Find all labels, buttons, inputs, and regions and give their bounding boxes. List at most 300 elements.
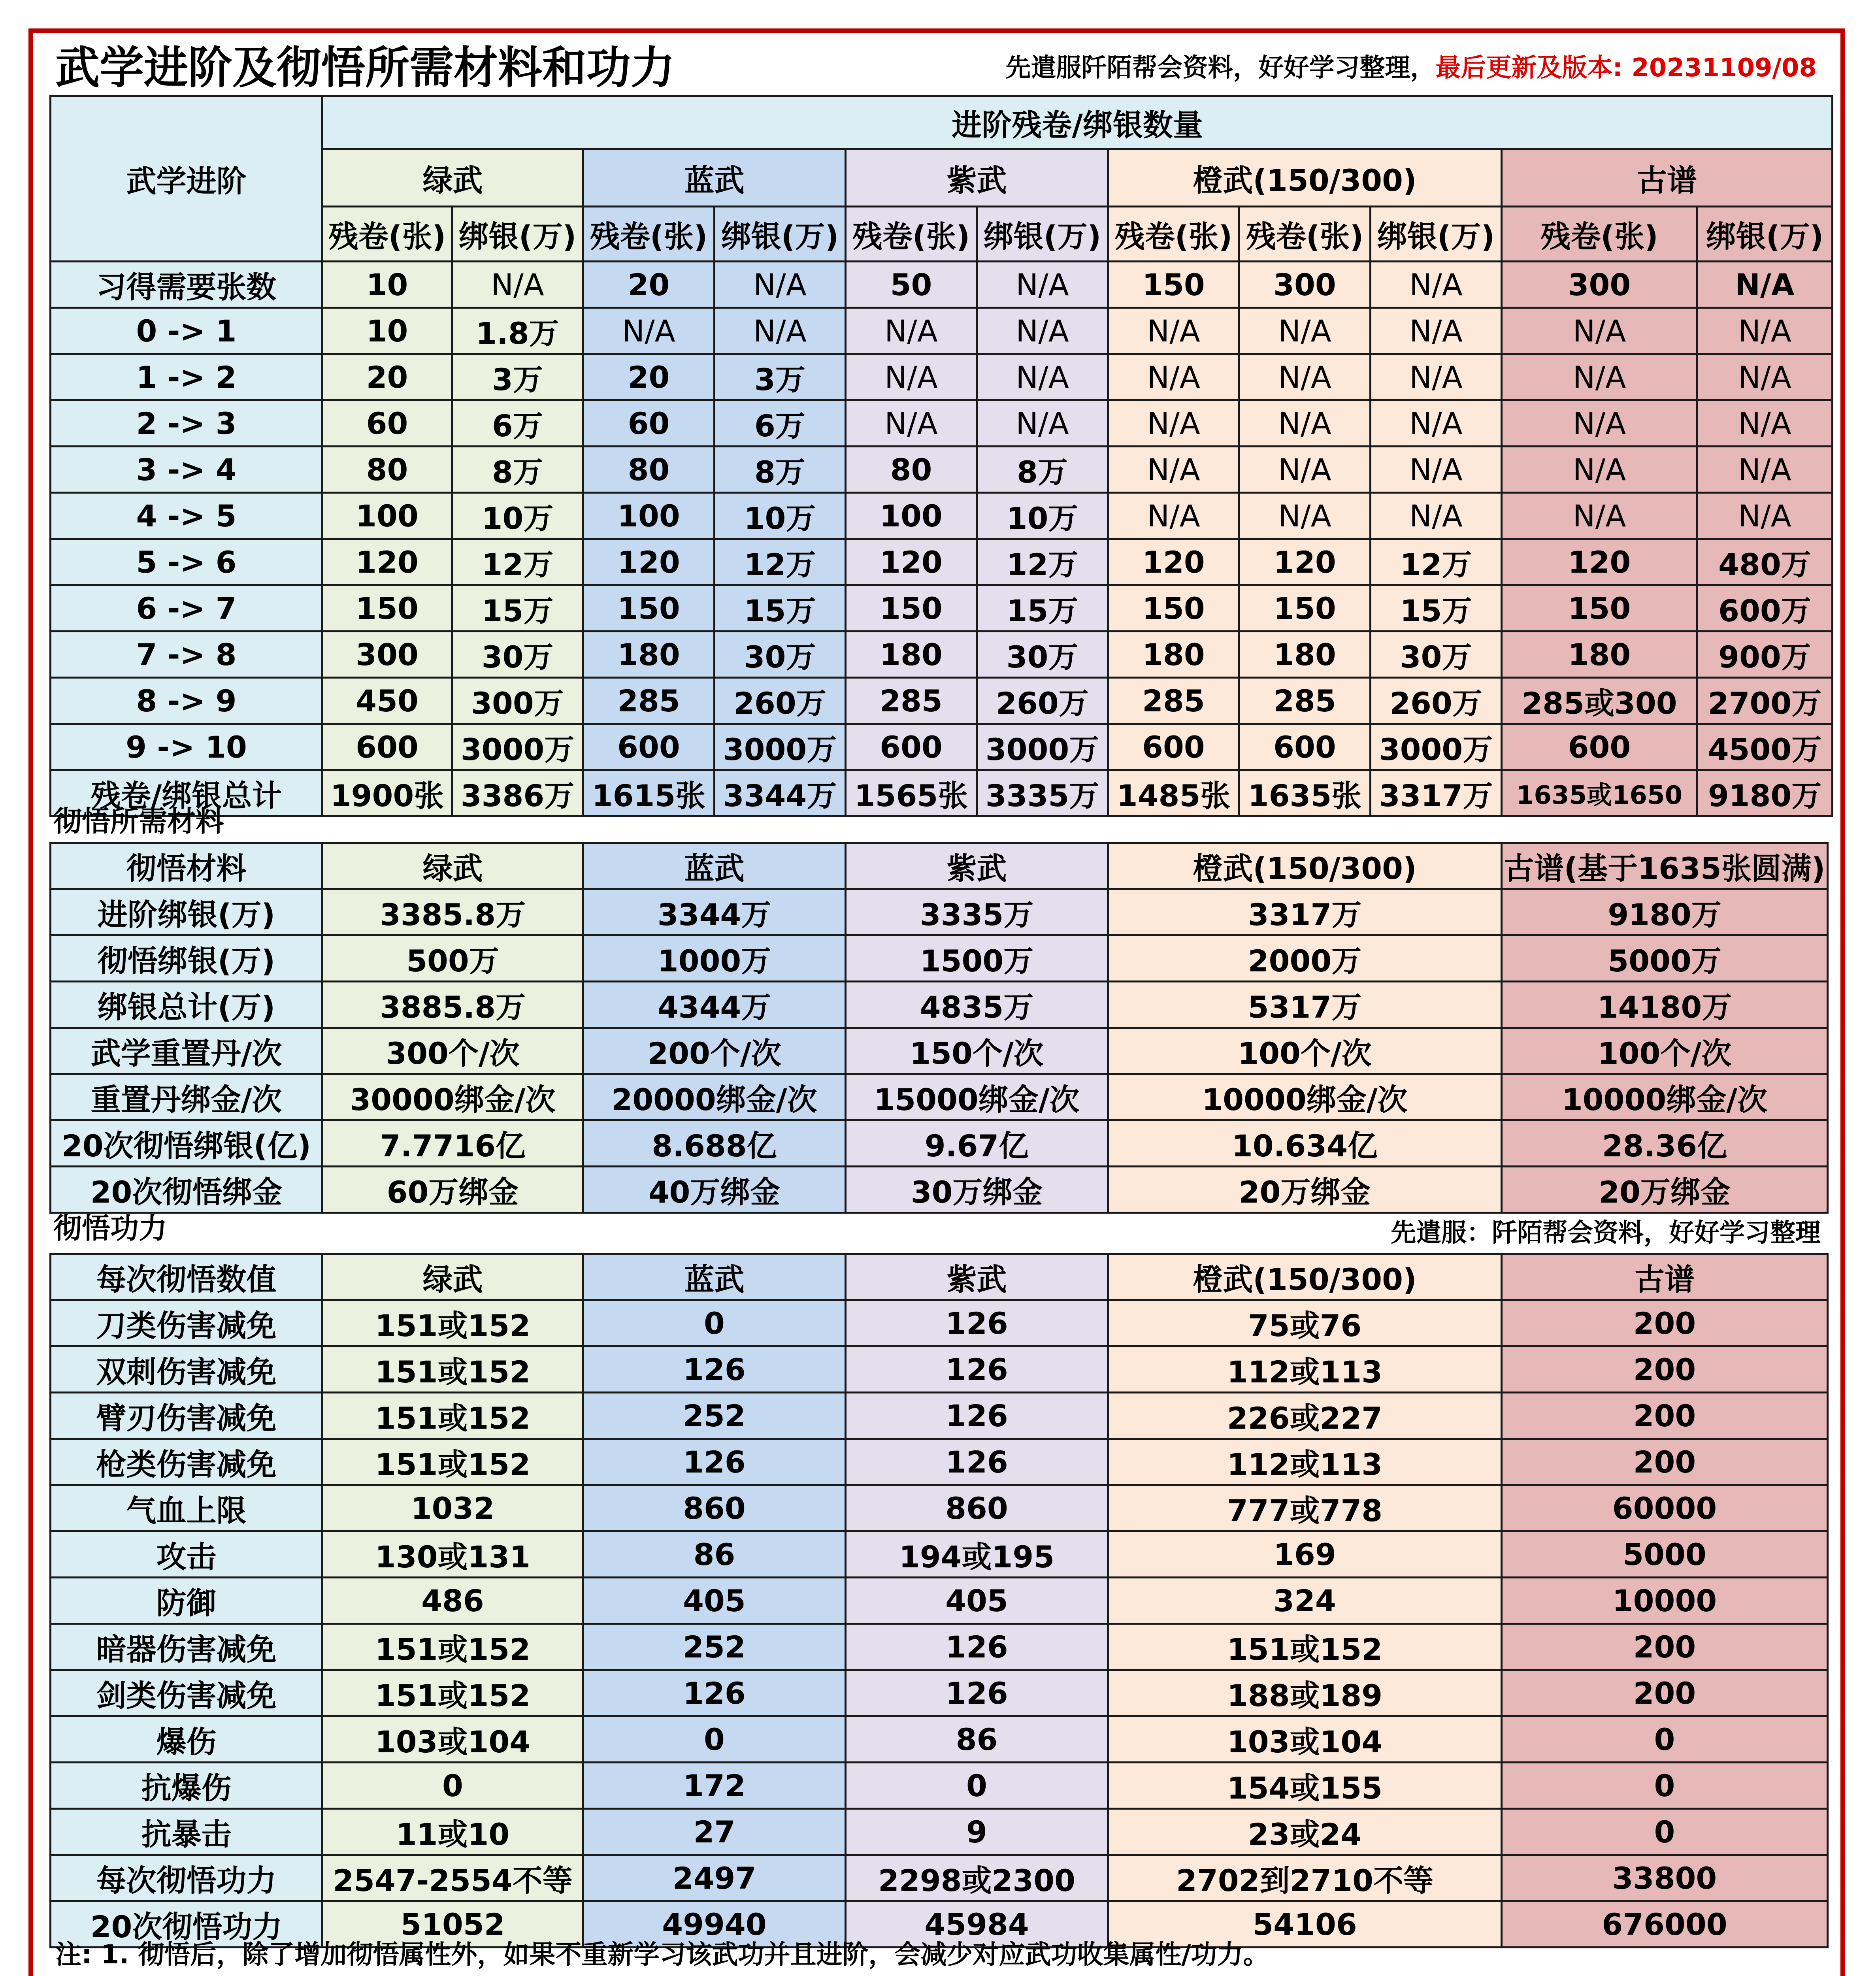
- table-cell: N/A: [1371, 308, 1502, 354]
- table-cell: 1900张: [322, 770, 452, 816]
- table-cell: N/A: [977, 308, 1108, 354]
- power-table: [49, 1253, 1829, 1948]
- table-cell: 5000: [1502, 1531, 1828, 1578]
- row-label: 绑银总计(万): [51, 982, 322, 1028]
- table-cell: 500万: [322, 935, 583, 982]
- table-cell: 10: [322, 308, 452, 354]
- row-label: 每次彻悟功力: [51, 1855, 322, 1901]
- table-row: [51, 1531, 1828, 1578]
- column-label: 绑银(万): [715, 207, 846, 262]
- table-cell: 12万: [1371, 539, 1502, 585]
- table-cell: 86: [583, 1531, 846, 1578]
- column-label: 残卷(张): [583, 207, 715, 262]
- table-cell: 100个/次: [1502, 1028, 1828, 1074]
- table-cell: 10万: [715, 493, 846, 539]
- table-cell: 150个/次: [846, 1028, 1108, 1074]
- table-cell: N/A: [1697, 354, 1833, 400]
- table-cell: N/A: [977, 262, 1108, 308]
- table-cell: 30万: [1371, 632, 1502, 678]
- table-row: [51, 1346, 1828, 1393]
- table-cell: N/A: [1697, 493, 1833, 539]
- table-cell: 4835万: [846, 982, 1108, 1028]
- row-label: 0 -> 1: [51, 308, 322, 354]
- table-cell: N/A: [715, 262, 846, 308]
- table-row: [51, 447, 1833, 493]
- table-row: [51, 1855, 1828, 1901]
- table-cell: 2298或2300: [846, 1855, 1108, 1901]
- table-cell: 7.7716亿: [322, 1120, 583, 1167]
- section-label-power: 彻悟功力: [53, 1212, 168, 1245]
- table-cell: 12万: [452, 539, 583, 585]
- table-cell: 600: [583, 724, 715, 770]
- table-cell: N/A: [1371, 400, 1502, 447]
- table-cell: 0: [1502, 1809, 1828, 1855]
- table-cell: 169: [1108, 1531, 1502, 1578]
- table-cell: N/A: [1239, 447, 1371, 493]
- table-cell: 600: [1108, 724, 1239, 770]
- table-cell: 1565张: [846, 770, 977, 816]
- table-cell: 20000绑金/次: [583, 1074, 846, 1120]
- row-label: 剑类伤害减免: [51, 1670, 322, 1716]
- table-cell: 0: [322, 1763, 583, 1809]
- table-cell: 3000万: [715, 724, 846, 770]
- table-cell: 3335万: [977, 770, 1108, 816]
- table-cell: 450: [322, 678, 452, 724]
- table-cell: N/A: [1239, 308, 1371, 354]
- table-cell: N/A: [1108, 400, 1239, 447]
- table-cell: 4500万: [1697, 724, 1833, 770]
- table-cell: 324: [1108, 1578, 1502, 1624]
- table-cell: 103或104: [1108, 1716, 1502, 1763]
- table-cell: 405: [846, 1578, 1108, 1624]
- table-cell: N/A: [1239, 493, 1371, 539]
- advancement-table: [49, 95, 1833, 817]
- table-cell: 49940: [583, 1901, 846, 1948]
- table-cell: 10: [322, 262, 452, 308]
- table-row: [51, 724, 1833, 770]
- table-cell: N/A: [1502, 354, 1697, 400]
- row-label: 1 -> 2: [51, 354, 322, 400]
- table-row: [51, 632, 1833, 678]
- tier-header-orange: 橙武(150/300): [1108, 149, 1502, 207]
- table-cell: 60000: [1502, 1485, 1828, 1531]
- table-cell: 9.67亿: [846, 1120, 1108, 1167]
- subtitle-version: 最后更新及版本: 20231109/08: [1435, 53, 1817, 83]
- row-label: 2 -> 3: [51, 400, 322, 447]
- table-cell: N/A: [1108, 354, 1239, 400]
- table-cell: 10万: [977, 493, 1108, 539]
- table-cell: 300: [1502, 262, 1697, 308]
- table-row: [51, 1120, 1828, 1167]
- tier-header-green: 绿武: [322, 149, 583, 207]
- table-cell: 120: [1108, 539, 1239, 585]
- table-cell: 40万绑金: [583, 1167, 846, 1213]
- column-header: 橙武(150/300): [1108, 843, 1502, 889]
- table-cell: 151或152: [322, 1624, 583, 1670]
- table-cell: 5000万: [1502, 935, 1828, 982]
- row-label: 进阶绑银(万): [51, 889, 322, 935]
- table-cell: 2702到2710不等: [1108, 1855, 1502, 1901]
- table-row: [51, 1028, 1828, 1074]
- table-row: [51, 982, 1828, 1028]
- table-cell: 151或152: [322, 1393, 583, 1439]
- table-cell: 5317万: [1108, 982, 1502, 1028]
- table-cell: 80: [322, 447, 452, 493]
- table-cell: 151或152: [322, 1670, 583, 1716]
- column-label: 绑银(万): [977, 207, 1108, 262]
- table-cell: 150: [583, 585, 715, 632]
- table-row: [51, 308, 1833, 354]
- table-cell: 200: [1502, 1439, 1828, 1485]
- row-label: 习得需要张数: [51, 262, 322, 308]
- row-label: 20次彻悟绑银(亿): [51, 1120, 322, 1167]
- notes: [55, 1933, 1826, 1976]
- table-cell: 150: [846, 585, 977, 632]
- table-cell: 100: [322, 493, 452, 539]
- table-cell: 120: [1502, 539, 1697, 585]
- table-cell: 180: [1502, 632, 1697, 678]
- table-row: [51, 770, 1833, 816]
- table-cell: 11或10: [322, 1809, 583, 1855]
- subtitle-source: 先遣服阡陌帮会资料，好好学习整理，: [1005, 53, 1436, 83]
- table-row: [51, 1167, 1828, 1213]
- column-label: 残卷(张): [322, 207, 452, 262]
- table-cell: 3344万: [583, 889, 846, 935]
- table-cell: N/A: [1371, 354, 1502, 400]
- table-cell: 150: [1108, 262, 1239, 308]
- table-cell: 3317万: [1108, 889, 1502, 935]
- table-cell: N/A: [1502, 400, 1697, 447]
- table-cell: 120: [583, 539, 715, 585]
- table-row: [51, 400, 1833, 447]
- table-cell: 300: [1239, 262, 1371, 308]
- table-cell: 300万: [452, 678, 583, 724]
- table-cell: 3386万: [452, 770, 583, 816]
- table-cell: 8万: [715, 447, 846, 493]
- table-cell: 54106: [1108, 1901, 1502, 1948]
- table-cell: 600: [1239, 724, 1371, 770]
- table-cell: N/A: [1371, 262, 1502, 308]
- table-cell: N/A: [1239, 400, 1371, 447]
- table-cell: 1485张: [1108, 770, 1239, 816]
- table-cell: 486: [322, 1578, 583, 1624]
- table-cell: 0: [583, 1716, 846, 1763]
- table-cell: 12万: [715, 539, 846, 585]
- table-cell: 2000万: [1108, 935, 1502, 982]
- table-cell: 3000万: [452, 724, 583, 770]
- table-cell: N/A: [1108, 308, 1239, 354]
- table-row: [51, 354, 1833, 400]
- table-cell: 27: [583, 1809, 846, 1855]
- row-label: 重置丹绑金/次: [51, 1074, 322, 1120]
- table-cell: N/A: [1697, 447, 1833, 493]
- table-cell: 252: [583, 1393, 846, 1439]
- table-cell: N/A: [1697, 400, 1833, 447]
- row-label: 抗暴击: [51, 1809, 322, 1855]
- table-cell: 14180万: [1502, 982, 1828, 1028]
- table-cell: 126: [583, 1346, 846, 1393]
- column-header: 古谱: [1502, 1254, 1828, 1300]
- table-cell: 8万: [452, 447, 583, 493]
- table-cell: 86: [846, 1716, 1108, 1763]
- table-cell: 1000万: [583, 935, 846, 982]
- table-cell: N/A: [846, 308, 977, 354]
- table-cell: 1635或1650: [1502, 770, 1697, 816]
- row-label: 刀类伤害减免: [51, 1300, 322, 1346]
- table-cell: 300个/次: [322, 1028, 583, 1074]
- table-row: [51, 935, 1828, 982]
- table-cell: 200: [1502, 1393, 1828, 1439]
- column-header: 橙武(150/300): [1108, 1254, 1502, 1300]
- column-label: 绑银(万): [1371, 207, 1502, 262]
- table-cell: 150: [1239, 585, 1371, 632]
- table-cell: 50: [846, 262, 977, 308]
- table-cell: 300: [322, 632, 452, 678]
- table-cell: 3335万: [846, 889, 1108, 935]
- tier-header-blue: 蓝武: [583, 149, 846, 207]
- table-cell: N/A: [1502, 447, 1697, 493]
- table-cell: N/A: [583, 308, 715, 354]
- table-row: [51, 1809, 1828, 1855]
- table-cell: 126: [846, 1393, 1108, 1439]
- column-header: 每次彻悟数值: [51, 1254, 322, 1300]
- section-note-power: 先遣服：阡陌帮会资料，好好学习整理: [1391, 1218, 1821, 1248]
- row-label: 双刺伤害减免: [51, 1346, 322, 1393]
- table-cell: 20: [583, 354, 715, 400]
- table-cell: N/A: [1371, 447, 1502, 493]
- table-row: [51, 1670, 1828, 1716]
- table-cell: 45984: [846, 1901, 1108, 1948]
- row-label: 暗器伤害减免: [51, 1624, 322, 1670]
- table-row: [51, 539, 1833, 585]
- table-cell: 80: [846, 447, 977, 493]
- table-cell: 30000绑金/次: [322, 1074, 583, 1120]
- table-cell: 600: [322, 724, 452, 770]
- table-cell: 51052: [322, 1901, 583, 1948]
- table-row: [51, 1074, 1828, 1120]
- page-subtitle: [1005, 47, 1817, 84]
- table-cell: N/A: [846, 400, 977, 447]
- table-cell: 15000绑金/次: [846, 1074, 1108, 1120]
- table-cell: 15万: [715, 585, 846, 632]
- table-cell: 0: [846, 1763, 1108, 1809]
- column-label: 残卷(张): [1502, 207, 1697, 262]
- table-cell: 112或113: [1108, 1439, 1502, 1485]
- row-label: 武学重置丹/次: [51, 1028, 322, 1074]
- table-cell: 9: [846, 1809, 1108, 1855]
- table-row: [51, 1578, 1828, 1624]
- table-cell: 9180万: [1697, 770, 1833, 816]
- table-cell: 1635张: [1239, 770, 1371, 816]
- table-cell: 151或152: [322, 1300, 583, 1346]
- column-header: 绿武: [322, 843, 583, 889]
- header-row: [51, 843, 1828, 889]
- table-row: [51, 678, 1833, 724]
- table-cell: N/A: [1371, 493, 1502, 539]
- table-cell: 60: [322, 400, 452, 447]
- table-cell: 0: [1502, 1763, 1828, 1809]
- row-label: 3 -> 4: [51, 447, 322, 493]
- row-label: 7 -> 8: [51, 632, 322, 678]
- table-cell: N/A: [715, 308, 846, 354]
- table-cell: 194或195: [846, 1531, 1108, 1578]
- table-cell: 151或152: [1108, 1624, 1502, 1670]
- column-label: 绑银(万): [1697, 207, 1833, 262]
- row-label: 5 -> 6: [51, 539, 322, 585]
- table-cell: 10000绑金/次: [1502, 1074, 1828, 1120]
- table-cell: 20万绑金: [1108, 1167, 1502, 1213]
- tier-header-purple: 紫武: [846, 149, 1108, 207]
- table-cell: 3000万: [1371, 724, 1502, 770]
- table-cell: 10000: [1502, 1578, 1828, 1624]
- column-header: 紫武: [846, 843, 1108, 889]
- table-cell: 103或104: [322, 1716, 583, 1763]
- column-header: 蓝武: [583, 1254, 846, 1300]
- table-cell: 15万: [977, 585, 1108, 632]
- row-label: 抗爆伤: [51, 1763, 322, 1809]
- table-cell: 15万: [1371, 585, 1502, 632]
- table-cell: 8万: [977, 447, 1108, 493]
- table-cell: 154或155: [1108, 1763, 1502, 1809]
- table-cell: 20: [583, 262, 715, 308]
- table-cell: 3885.8万: [322, 982, 583, 1028]
- table-cell: 6万: [715, 400, 846, 447]
- table-row: [51, 493, 1833, 539]
- table-cell: 75或76: [1108, 1300, 1502, 1346]
- table-cell: 2700万: [1697, 678, 1833, 724]
- column-header: 彻悟材料: [51, 843, 322, 889]
- table-cell: 1032: [322, 1485, 583, 1531]
- table-cell: 28.36亿: [1502, 1120, 1828, 1167]
- table-cell: 8.688亿: [583, 1120, 846, 1167]
- table-cell: 2497: [583, 1855, 846, 1901]
- table-cell: 180: [1108, 632, 1239, 678]
- table-row: [51, 889, 1828, 935]
- table-cell: N/A: [977, 354, 1108, 400]
- header-row: [51, 1254, 1828, 1300]
- table-row: [51, 1716, 1828, 1763]
- table-cell: 260万: [715, 678, 846, 724]
- table-cell: 151或152: [322, 1439, 583, 1485]
- table-cell: 3000万: [977, 724, 1108, 770]
- table-cell: 405: [583, 1578, 846, 1624]
- table-cell: 30万绑金: [846, 1167, 1108, 1213]
- table-cell: 151或152: [322, 1346, 583, 1393]
- table-cell: 120: [846, 539, 977, 585]
- table-cell: 3385.8万: [322, 889, 583, 935]
- table-cell: 100: [583, 493, 715, 539]
- table-cell: 600万: [1697, 585, 1833, 632]
- section-label-materials: 彻悟所需材料: [53, 805, 224, 838]
- table-cell: 112或113: [1108, 1346, 1502, 1393]
- row-label: 6 -> 7: [51, 585, 322, 632]
- table-cell: 20: [322, 354, 452, 400]
- table-cell: 1.8万: [452, 308, 583, 354]
- table-cell: 180: [1239, 632, 1371, 678]
- table-cell: 9180万: [1502, 889, 1828, 935]
- table-cell: 30万: [452, 632, 583, 678]
- column-label: 绑银(万): [452, 207, 583, 262]
- table-cell: 3万: [715, 354, 846, 400]
- column-label: 残卷(张): [1108, 207, 1239, 262]
- table-cell: 120: [322, 539, 452, 585]
- table-cell: N/A: [1697, 308, 1833, 354]
- materials-table: [49, 842, 1829, 1214]
- table-cell: 120: [1239, 539, 1371, 585]
- table-row: [51, 1624, 1828, 1670]
- table-cell: 226或227: [1108, 1393, 1502, 1439]
- table-cell: 60: [583, 400, 715, 447]
- row-label: 4 -> 5: [51, 493, 322, 539]
- note-line: 注: 1. 彻悟后，除了增加彻悟属性外，如果不重新学习该武功并且进阶，会减少对应武功收集属性/功力。: [55, 1939, 1269, 1970]
- table-cell: 600: [1502, 724, 1697, 770]
- table-cell: 180: [846, 632, 977, 678]
- table-cell: 10.634亿: [1108, 1120, 1502, 1167]
- row-label: 防御: [51, 1578, 322, 1624]
- table-cell: 285或300: [1502, 678, 1697, 724]
- table-cell: 285: [583, 678, 715, 724]
- row-label: 9 -> 10: [51, 724, 322, 770]
- table-cell: 126: [846, 1439, 1108, 1485]
- table-cell: 130或131: [322, 1531, 583, 1578]
- table-cell: 1500万: [846, 935, 1108, 982]
- table-cell: 200个/次: [583, 1028, 846, 1074]
- table-cell: 200: [1502, 1670, 1828, 1716]
- table-cell: 100个/次: [1108, 1028, 1502, 1074]
- table-cell: 172: [583, 1763, 846, 1809]
- table-cell: 188或189: [1108, 1670, 1502, 1716]
- table-cell: 285: [846, 678, 977, 724]
- table-row: [51, 1393, 1828, 1439]
- table-cell: N/A: [977, 400, 1108, 447]
- table-cell: 777或778: [1108, 1485, 1502, 1531]
- table-cell: 10000绑金/次: [1108, 1074, 1502, 1120]
- table-cell: 0: [583, 1300, 846, 1346]
- row-label: 臂刃伤害减免: [51, 1393, 322, 1439]
- row-label: 残卷/绑银总计: [51, 770, 322, 816]
- table-cell: 60万绑金: [322, 1167, 583, 1213]
- table-cell: 200: [1502, 1300, 1828, 1346]
- table-cell: N/A: [452, 262, 583, 308]
- table-cell: 3万: [452, 354, 583, 400]
- page-title: 武学进阶及彻悟所需材料和功力: [55, 42, 675, 94]
- table-cell: 6万: [452, 400, 583, 447]
- table-cell: 180: [583, 632, 715, 678]
- table-cell: 900万: [1697, 632, 1833, 678]
- table-cell: N/A: [846, 354, 977, 400]
- table-row: [51, 1485, 1828, 1531]
- table-cell: 126: [846, 1346, 1108, 1393]
- table-cell: 30万: [977, 632, 1108, 678]
- table-cell: 480万: [1697, 539, 1833, 585]
- table-cell: 20万绑金: [1502, 1167, 1828, 1213]
- table-cell: 3344万: [715, 770, 846, 816]
- table-cell: 80: [583, 447, 715, 493]
- table-cell: 260万: [1371, 678, 1502, 724]
- table-cell: 126: [846, 1300, 1108, 1346]
- table-cell: 260万: [977, 678, 1108, 724]
- table-cell: 285: [1239, 678, 1371, 724]
- table-row: [51, 1763, 1828, 1809]
- table-cell: 860: [846, 1485, 1108, 1531]
- column-header: 古谱(基于1635张圆满): [1502, 843, 1828, 889]
- table-cell: 150: [1502, 585, 1697, 632]
- table-cell: N/A: [1502, 493, 1697, 539]
- table-cell: N/A: [1239, 354, 1371, 400]
- table-cell: 3317万: [1371, 770, 1502, 816]
- table-cell: 200: [1502, 1346, 1828, 1393]
- table-cell: 23或24: [1108, 1809, 1502, 1855]
